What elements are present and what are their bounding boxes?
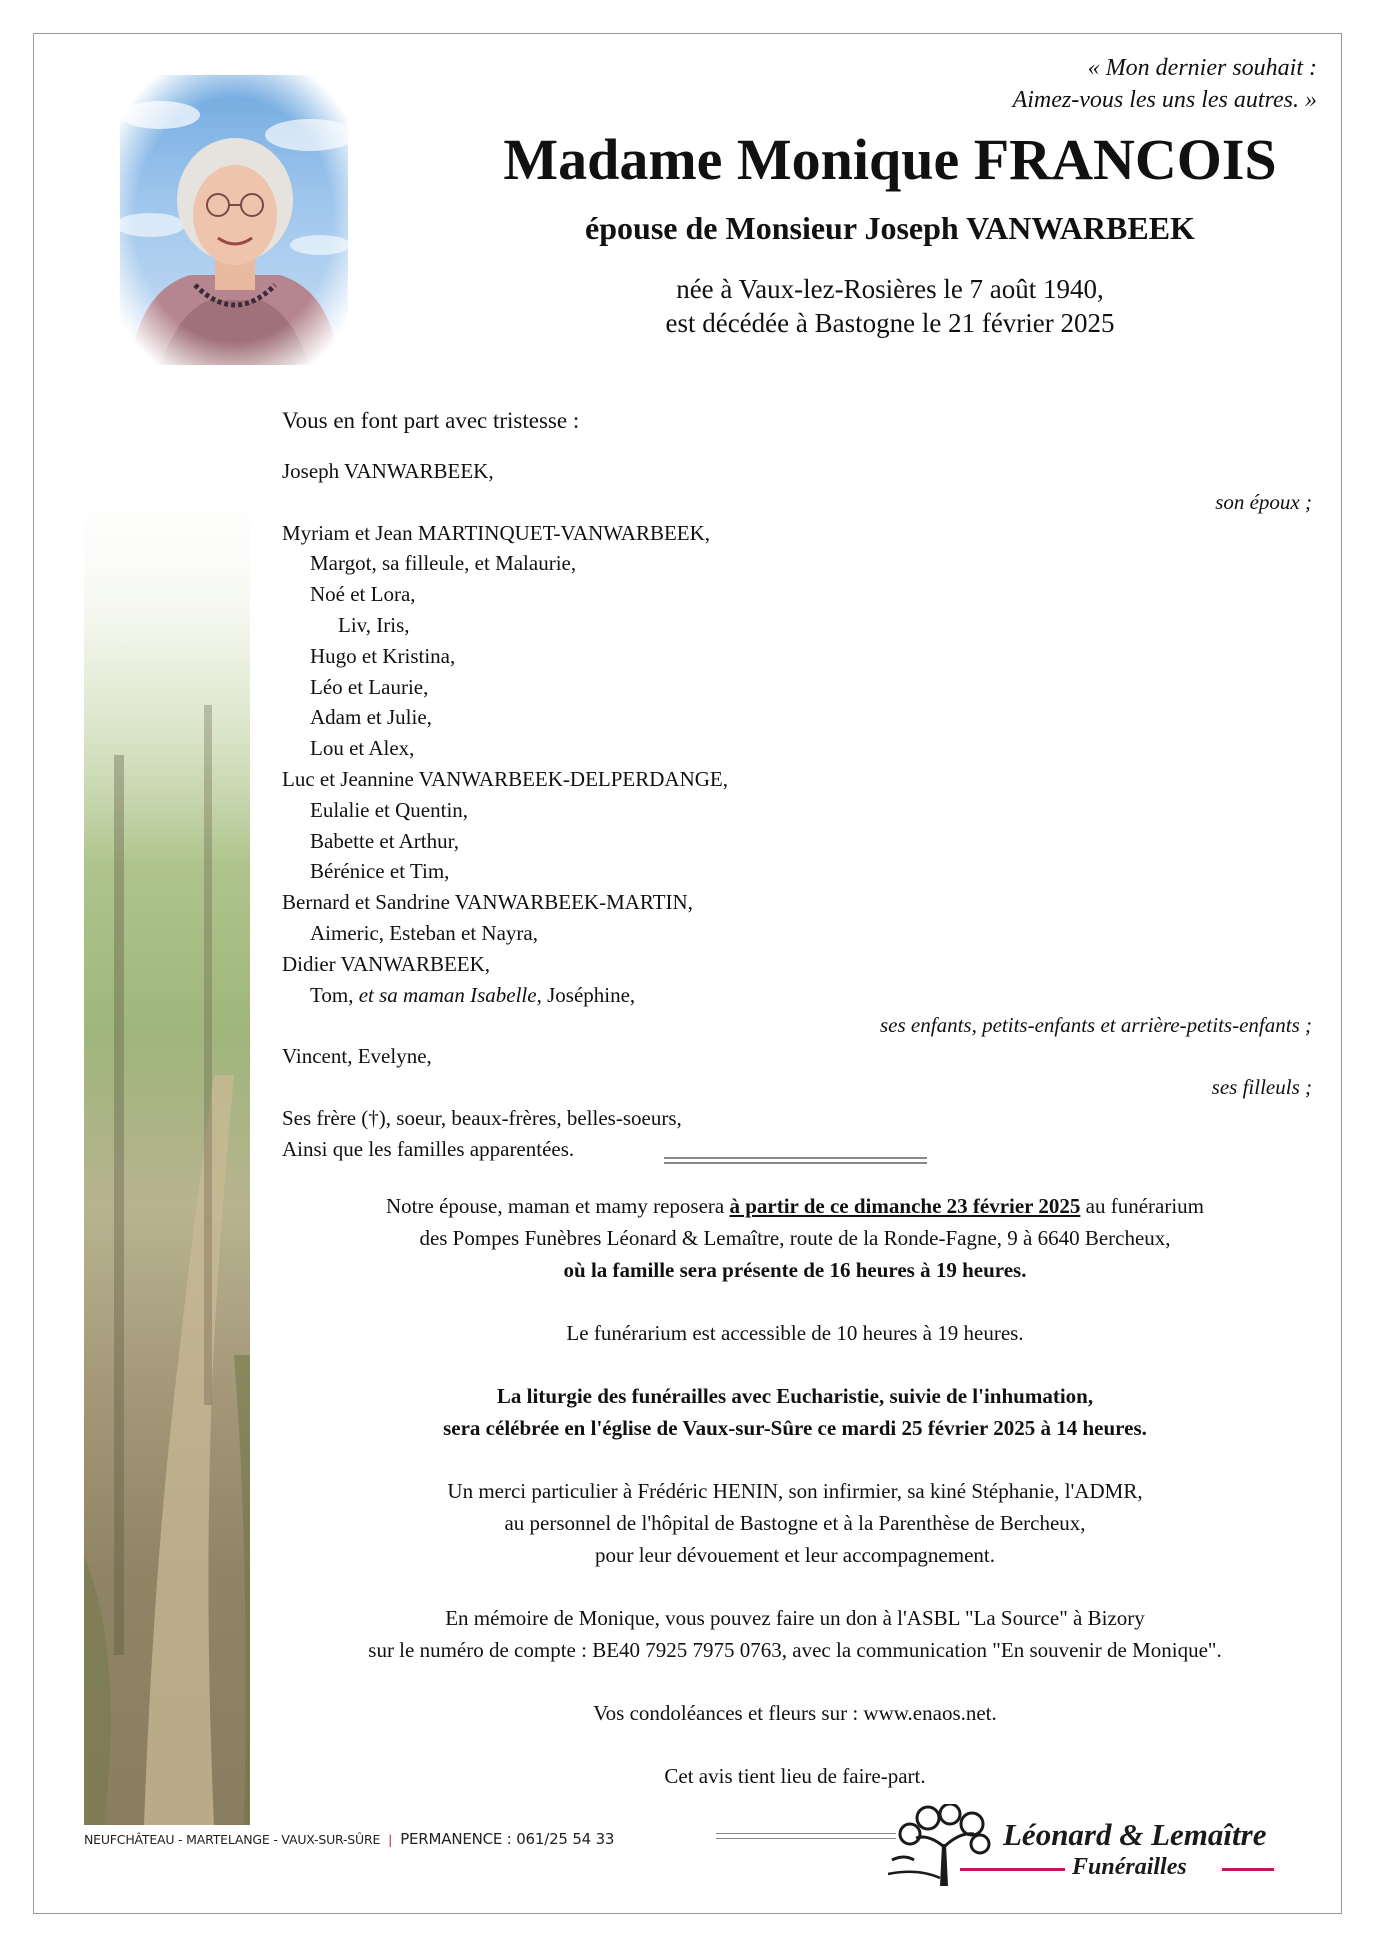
liturgy-paragraph <box>280 1380 1310 1444</box>
family-line: Léo et Laurie, <box>310 674 429 699</box>
thanks-line-1: Un merci particulier à Frédéric HENIN, son infirmier, sa kiné Stéphanie, l'ADMR, <box>447 1479 1143 1503</box>
family-line: Bernard et Sandrine VANWARBEEK-MARTIN, <box>282 890 693 915</box>
section-divider <box>664 1157 927 1164</box>
footer-permanence: PERMANENCE : 061/25 54 33 <box>400 1830 615 1848</box>
relation-label: ses enfants, petits-enfants et arrière-petits-enfants ; <box>880 1013 1312 1038</box>
wake-date: à partir de ce dimanche 23 février 2025 <box>729 1194 1081 1218</box>
family-line: Ses frère (†), soeur, beaux-frères, belles-soeurs, <box>282 1105 682 1130</box>
family-line: Aimeric, Esteban et Nayra, <box>310 920 538 945</box>
tree-logo-icon <box>888 1804 1000 1886</box>
family-line: Eulalie et Quentin, <box>310 797 469 822</box>
family-line-part: , Joséphine, <box>536 982 636 1007</box>
family-line-italic: et sa maman Isabelle <box>358 982 537 1007</box>
epigraph-quote <box>1013 52 1317 116</box>
notice-line: Cet avis tient lieu de faire-part. <box>664 1764 926 1788</box>
thanks-line-2: au personnel de l'hôpital de Bastogne et à la Parenthèse de Bercheux, <box>504 1511 1086 1535</box>
text-span: Notre épouse, maman et mamy reposera <box>386 1194 730 1218</box>
footer-locations: NEUFCHÂTEAU - MARTELANGE - VAUX-SUR-SÛRE <box>84 1832 381 1847</box>
family-intro: Vous en font part avec tristesse : <box>282 408 580 433</box>
deceased-name: Madame Monique FRANCOIS <box>503 127 1277 192</box>
family-line: Bérénice et Tim, <box>310 859 450 884</box>
family-line: Lou et Alex, <box>310 736 415 761</box>
birth-death-dates <box>440 272 1340 340</box>
family-line: Hugo et Kristina, <box>310 643 456 668</box>
family-line: Noé et Lora, <box>310 582 416 607</box>
footer-separator: | <box>388 1832 393 1847</box>
family-line: Vincent, Evelyne, <box>282 1044 432 1069</box>
family-line: Myriam et Jean MARTINQUET-VANWARBEEK, <box>282 520 711 545</box>
family-presence-hours: où la famille sera présente de 16 heures à 19 heures. <box>563 1258 1027 1282</box>
funerarium-hours: Le funérarium est accessible de 10 heures à 19 heures. <box>566 1321 1024 1345</box>
family-line: Joseph VANWARBEEK, <box>282 459 494 483</box>
donation-line-2: sur le numéro de compte : BE40 7925 7975 0763, avec la communication "En souvenir de Monique". <box>368 1638 1222 1662</box>
family-line: Babette et Arthur, <box>310 828 460 853</box>
portrait-photo <box>120 75 348 365</box>
birth-line: née à Vaux-lez-Rosières le 7 août 1940, <box>676 274 1104 304</box>
donation-line-1: En mémoire de Monique, vous pouvez faire un don à l'ASBL "La Source" à Bizory <box>445 1606 1145 1630</box>
family-line <box>282 980 1312 1011</box>
thanks-paragraph <box>280 1475 1310 1571</box>
brand-name: Léonard & Lemaître <box>1003 1817 1267 1852</box>
text-span: au funérarium <box>1080 1194 1204 1218</box>
funeral-information <box>280 1190 1310 1823</box>
liturgy-line-2: sera célébrée en l'église de Vaux-sur-Sûre ce mardi 25 février 2025 à 14 heures. <box>443 1416 1147 1440</box>
wake-paragraph <box>280 1190 1310 1286</box>
forest-path-image <box>84 455 250 1825</box>
quote-line-1: « Mon dernier souhait : <box>1087 55 1317 81</box>
family-line: Adam et Julie, <box>310 705 432 730</box>
quote-line-2: Aimez-vous les uns les autres. » <box>1012 87 1317 113</box>
family-line: Ainsi que les familles apparentées. <box>282 1136 575 1161</box>
thanks-line-3: pour leur dévouement et leur accompagnement. <box>594 1543 995 1567</box>
footer-double-line <box>716 1833 896 1839</box>
death-line: est décédée à Bastogne le 21 février 2025 <box>665 308 1115 338</box>
relation-label: son époux ; <box>1215 489 1312 514</box>
condolences-line: Vos condoléances et fleurs sur : www.enaos.net. <box>593 1701 997 1725</box>
donation-paragraph <box>280 1602 1310 1666</box>
brand-accent-line <box>960 1868 1065 1871</box>
brand-subtitle: Funérailles <box>1072 1854 1187 1880</box>
family-line: Margot, sa filleule, et Malaurie, <box>310 551 577 576</box>
family-list <box>282 404 1312 1164</box>
relation-label: ses filleuls ; <box>1211 1074 1312 1099</box>
footer-contact <box>84 1830 614 1848</box>
funerarium-address: des Pompes Funèbres Léonard & Lemaître, route de la Ronde-Fagne, 9 à 6640 Bercheux, <box>419 1226 1171 1250</box>
family-line: Didier VANWARBEEK, <box>282 951 491 976</box>
family-line: Liv, Iris, <box>338 612 410 637</box>
family-line-part: Tom, <box>310 982 359 1007</box>
brand-accent-line <box>1222 1868 1274 1871</box>
family-line: Luc et Jeannine VANWARBEEK-DELPERDANGE, <box>282 766 728 791</box>
liturgy-line-1: La liturgie des funérailles avec Eucharistie, suivie de l'inhumation, <box>496 1384 1094 1408</box>
spouse-line: épouse de Monsieur Joseph VANWARBEEK <box>585 210 1195 246</box>
